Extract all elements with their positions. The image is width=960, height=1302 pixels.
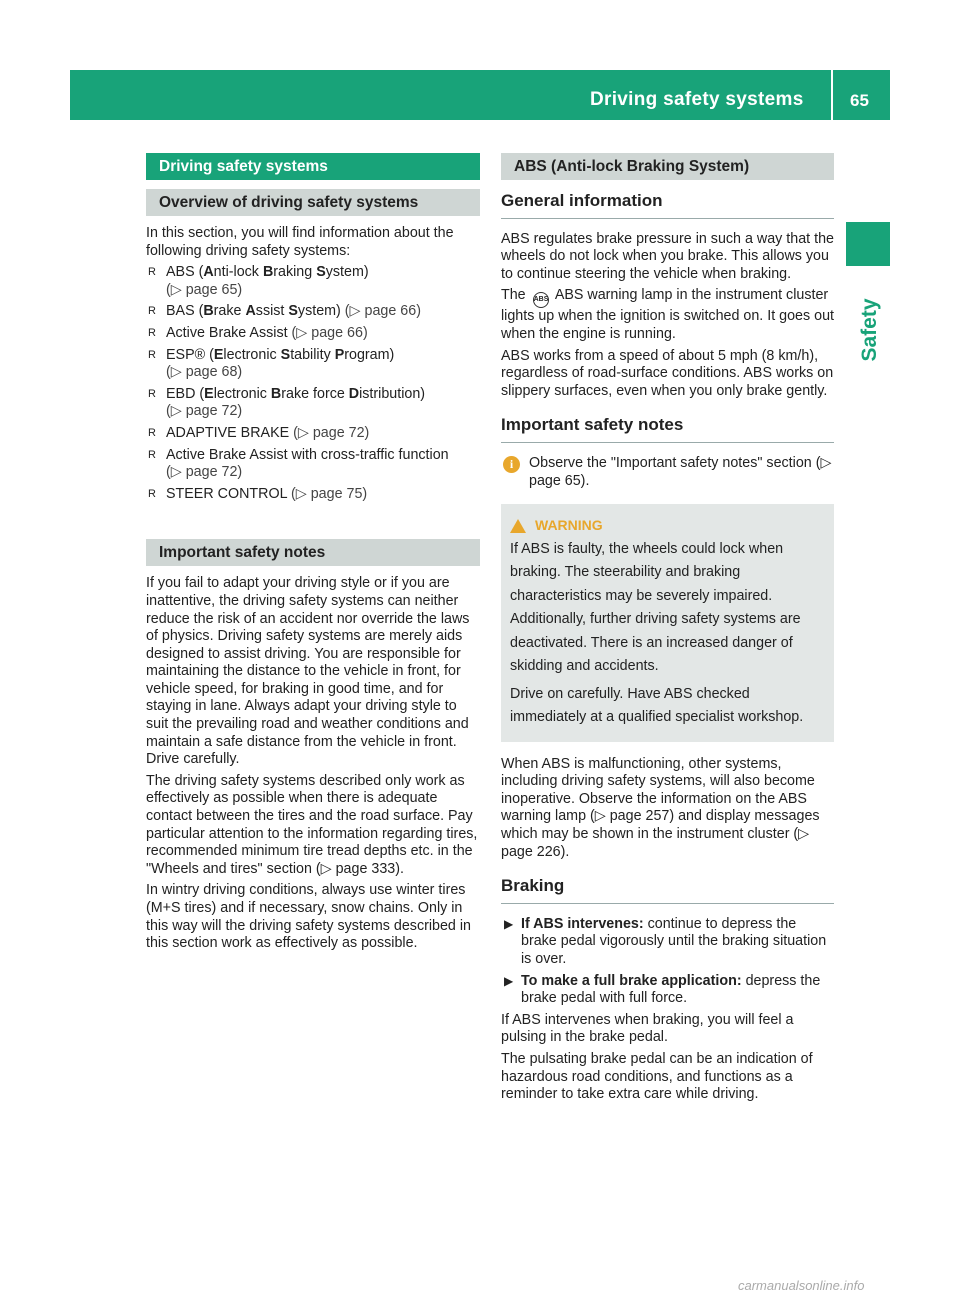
braking-paragraph-1: If ABS intervenes when braking, you will feel a pulsing in the brake pedal. — [501, 1011, 794, 1046]
page-reference[interactable]: (▷ page 68) — [166, 364, 243, 381]
item-text-t2: raking — [273, 264, 317, 281]
bullet-icon: R — [148, 487, 156, 500]
braking-step — [501, 973, 834, 1008]
item-text-t1: lectronic — [223, 346, 281, 363]
bullet-icon: R — [148, 426, 156, 439]
page-reference[interactable]: (▷ page 66) — [340, 303, 421, 320]
warning-label: WARNING — [535, 517, 603, 534]
systems-list-item — [146, 325, 480, 343]
bullet-icon: R — [148, 305, 156, 318]
item-text-t2: ssist — [255, 303, 289, 320]
step-arrow-icon: ▶ — [504, 916, 514, 931]
item-text-t1: nti-lock — [213, 264, 263, 281]
item-text-t3: rogram) — [344, 346, 395, 363]
item-text-b1: E — [213, 346, 224, 363]
section-title-abs: ABS (Anti-lock Braking System) — [501, 153, 834, 180]
systems-list-item — [146, 425, 480, 443]
warning-paragraph-2: Drive on carefully. Have ABS checked immediately at a qualified specialist workshop. — [510, 685, 804, 726]
item-text-t3: ystem) — [325, 264, 369, 281]
subsection-title-overview: Overview of driving safety systems — [146, 189, 480, 216]
braking-step — [501, 916, 834, 969]
item-text-b2: B — [262, 264, 274, 281]
systems-list-item — [146, 486, 480, 504]
step-bold: If ABS intervenes: — [521, 915, 644, 932]
page-reference[interactable]: (▷ page 72) — [166, 403, 243, 420]
item-text-t1: lectronic — [213, 385, 271, 402]
step-bold: To make a full brake application: — [521, 972, 742, 989]
systems-list-item — [146, 303, 480, 321]
item-text-pre: STEER CONTROL — [166, 485, 288, 502]
subsection-title-safety-notes: Important safety notes — [146, 539, 480, 566]
general-p2-post: ABS warning lamp in the instrument cluster lights up when the ignition is switched on. It goes out when the engine is running. — [501, 287, 835, 342]
braking-steps — [501, 916, 834, 1008]
systems-list-item — [146, 447, 480, 482]
item-text-pre: Active Brake Assist with cross-traffic function — [166, 446, 449, 463]
item-text-pre: Active Brake Assist — [166, 324, 288, 341]
item-text-t2: tability — [290, 346, 335, 363]
safety-paragraph-3: In wintry driving conditions, always use winter tires (M+S tires) and if necessary, snow chains. Only in this way will the driving safety systems described in this section work as effectively as possible. — [146, 882, 471, 952]
info-note-text: Observe the "Important safety notes" section (▷ page 65). — [529, 454, 832, 489]
item-text-b2: S — [280, 346, 291, 363]
item-text-b1: E — [204, 385, 214, 402]
header-title: Driving safety systems — [590, 89, 804, 110]
systems-list — [146, 264, 480, 503]
item-text-pre: EBD ( — [166, 385, 205, 402]
general-paragraph-2 — [501, 287, 834, 343]
general-paragraph-1: ABS regulates brake pressure in such a way that the wheels do not lock when you brake. This allows you to continue steering the vehicle when braking. — [501, 230, 834, 282]
section-title-driving-safety: Driving safety systems — [146, 153, 480, 180]
item-text-pre: ESP® ( — [166, 346, 214, 363]
item-text-b2: A — [245, 303, 256, 320]
heading-important-safety-notes: Important safety notes — [501, 416, 834, 443]
page-reference[interactable]: (▷ page 65) — [166, 281, 243, 298]
item-text-b3: S — [288, 303, 298, 320]
item-text-b1: B — [203, 303, 214, 320]
braking-paragraph-2: The pulsating brake pedal can be an indication of hazardous road conditions, and functions as a reminder to take extra care while driving. — [501, 1050, 813, 1103]
warning-paragraph-1: If ABS is faulty, the wheels could lock when braking. The steerability and braking characteristics may be severely impaired. Additionally, further driving safety systems are deactivated. There is an increased danger of skidding and accidents. — [510, 540, 801, 675]
header-separator — [831, 70, 833, 120]
watermark: carmanualsonline.info — [738, 1278, 865, 1293]
abs-warning-lamp-icon: ABS — [533, 292, 549, 308]
item-text-b3: S — [316, 264, 326, 281]
item-text-b3: D — [348, 385, 360, 402]
item-text-t2: rake force — [281, 385, 349, 402]
safety-paragraph-1: If you fail to adapt your driving style or if you are inattentive, the driving safety systems can neither reduce the risk of an accident nor override the laws of physics. Driving safety systems are merely aids designed to assist driving. You are responsible for maintaining the distance to the vehicle in front, for vehicle speed, for braking in good time, and for staying in lane. Always adapt your driving style to suit the prevailing road and weather conditions and maintain a safe distance from the vehicle in front. Drive carefully. — [146, 575, 470, 768]
item-text-pre: ABS ( — [166, 264, 204, 281]
info-icon: i — [503, 456, 520, 473]
bullet-icon: R — [148, 387, 156, 400]
malfunction-paragraph: When ABS is malfunctioning, other systems, including driving safety systems, will also become inoperative. Observe the information on the ABS warning lamp (▷ page 257) and display messages which may be shown in the instrument cluster (▷ page 226). — [501, 755, 820, 860]
info-note — [501, 455, 834, 490]
warning-box — [501, 504, 834, 742]
general-p2-pre: The — [501, 287, 526, 304]
safety-paragraph-2: The driving safety systems described only work as effectively as possible when there is adequate contact between the tires and the road surface. Pay particular attention to the information regarding tires, recommended minimum tire tread depths etc. in the "Wheels and tires" section (▷ page 333). — [146, 772, 478, 877]
item-text-b2: B — [270, 385, 282, 402]
page-reference[interactable]: (▷ page 75) — [287, 485, 368, 502]
step-text: continue to depress the brake pedal vigorously until the braking situation is over. — [521, 915, 827, 967]
bullet-icon: R — [148, 266, 156, 279]
bullet-icon: R — [148, 348, 156, 361]
item-text-t1: rake — [213, 303, 246, 320]
page-reference[interactable]: (▷ page 72) — [166, 464, 243, 481]
page-reference[interactable]: (▷ page 72) — [289, 424, 370, 441]
step-text: depress the brake pedal with full force. — [521, 972, 821, 1007]
warning-triangle-icon — [510, 519, 526, 533]
item-text-pre: BAS ( — [166, 303, 204, 320]
systems-list-item — [146, 347, 480, 382]
side-tab-label: Safety — [858, 298, 881, 362]
item-text-pre: ADAPTIVE BRAKE — [166, 424, 290, 441]
side-tab-marker — [846, 222, 890, 266]
page-number: 65 — [850, 91, 869, 110]
page-reference[interactable]: (▷ page 66) — [287, 324, 368, 341]
item-text-t3: ystem) — [297, 303, 341, 320]
item-text-b3: P — [334, 346, 345, 363]
item-text-b1: A — [203, 264, 214, 281]
left-column — [146, 153, 480, 957]
right-column — [501, 153, 834, 1108]
general-paragraph-3: ABS works from a speed of about 5 mph (8 km/h), regardless of road-surface conditions. ABS works on slippery surfaces, even when you only brake gently. — [501, 347, 834, 399]
bullet-icon: R — [148, 448, 156, 461]
heading-general-information: General information — [501, 192, 834, 219]
systems-list-item — [146, 386, 480, 421]
systems-list-item — [146, 264, 480, 299]
overview-intro: In this section, you will find information about the following driving safety systems: — [146, 225, 454, 259]
heading-braking: Braking — [501, 877, 834, 904]
step-arrow-icon: ▶ — [504, 973, 514, 988]
item-text-t3: istribution) — [359, 385, 426, 402]
bullet-icon: R — [148, 326, 156, 339]
warning-header — [510, 514, 822, 538]
